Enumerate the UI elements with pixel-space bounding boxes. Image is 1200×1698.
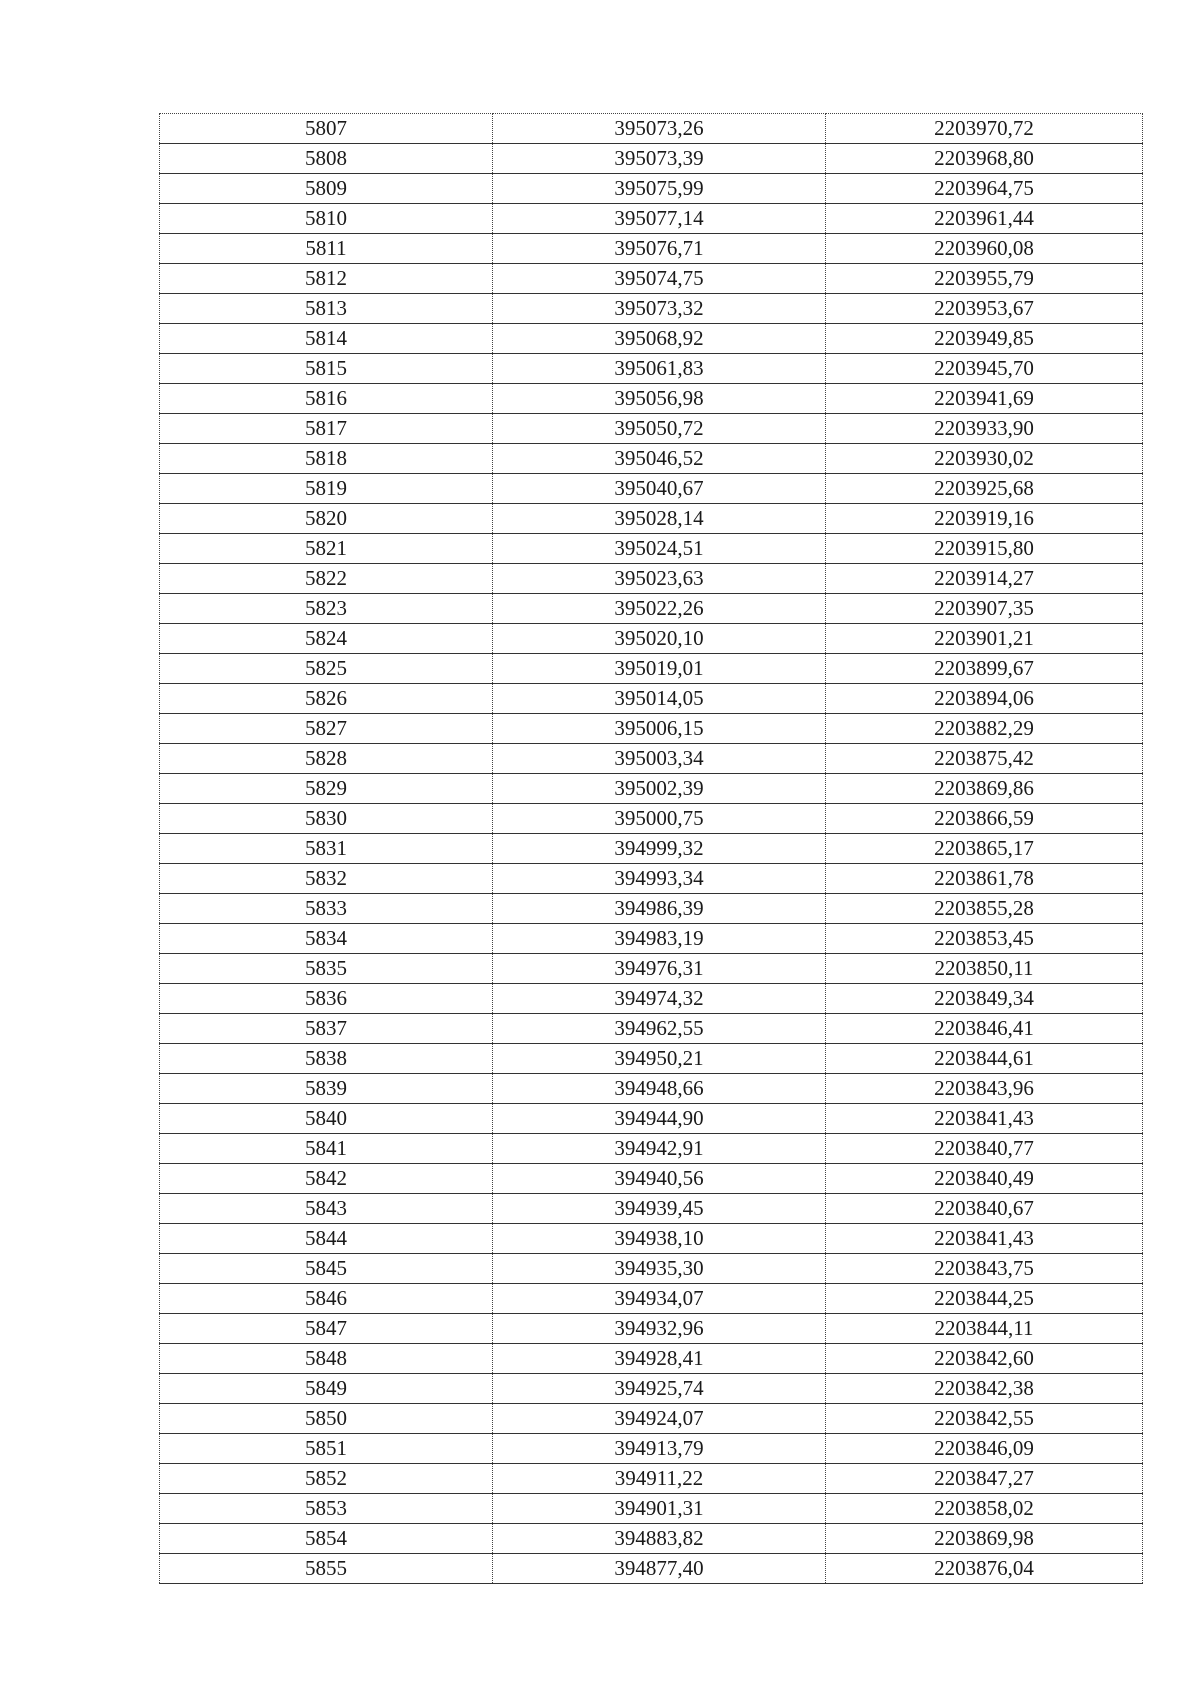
- x-coordinate-cell: 394944,90: [493, 1104, 826, 1134]
- x-coordinate-cell: 395040,67: [493, 474, 826, 504]
- table-row: [160, 1194, 1143, 1224]
- table-row: [160, 834, 1143, 864]
- table-row: [160, 624, 1143, 654]
- x-coordinate-cell: 395075,99: [493, 174, 826, 204]
- x-coordinate-cell: 395022,26: [493, 594, 826, 624]
- x-coordinate-cell: 394932,96: [493, 1314, 826, 1344]
- x-coordinate-cell: 395061,83: [493, 354, 826, 384]
- x-coordinate-cell: 394883,82: [493, 1524, 826, 1554]
- x-coordinate-cell: 394976,31: [493, 954, 826, 984]
- x-coordinate-cell: 395050,72: [493, 414, 826, 444]
- table-row: [160, 804, 1143, 834]
- point-number-cell: 5827: [160, 714, 493, 744]
- table-row: [160, 1134, 1143, 1164]
- table-row: [160, 684, 1143, 714]
- table-row: [160, 474, 1143, 504]
- x-coordinate-cell: 394924,07: [493, 1404, 826, 1434]
- table-row: [160, 1344, 1143, 1374]
- point-number-cell: 5819: [160, 474, 493, 504]
- x-coordinate-cell: 395024,51: [493, 534, 826, 564]
- table-row: [160, 714, 1143, 744]
- point-number-cell: 5817: [160, 414, 493, 444]
- table-row: [160, 594, 1143, 624]
- x-coordinate-cell: 394877,40: [493, 1554, 826, 1584]
- y-coordinate-cell: 2203855,28: [826, 894, 1143, 924]
- y-coordinate-cell: 2203968,80: [826, 144, 1143, 174]
- point-number-cell: 5843: [160, 1194, 493, 1224]
- point-number-cell: 5807: [160, 114, 493, 144]
- x-coordinate-cell: 394983,19: [493, 924, 826, 954]
- y-coordinate-cell: 2203844,61: [826, 1044, 1143, 1074]
- table-row: [160, 534, 1143, 564]
- x-coordinate-cell: 395003,34: [493, 744, 826, 774]
- y-coordinate-cell: 2203844,25: [826, 1284, 1143, 1314]
- point-number-cell: 5818: [160, 444, 493, 474]
- coordinates-table-body: [160, 114, 1143, 1584]
- table-row: [160, 204, 1143, 234]
- point-number-cell: 5854: [160, 1524, 493, 1554]
- y-coordinate-cell: 2203907,35: [826, 594, 1143, 624]
- y-coordinate-cell: 2203846,09: [826, 1434, 1143, 1464]
- x-coordinate-cell: 394934,07: [493, 1284, 826, 1314]
- y-coordinate-cell: 2203865,17: [826, 834, 1143, 864]
- y-coordinate-cell: 2203842,55: [826, 1404, 1143, 1434]
- x-coordinate-cell: 394974,32: [493, 984, 826, 1014]
- x-coordinate-cell: 395073,39: [493, 144, 826, 174]
- x-coordinate-cell: 395046,52: [493, 444, 826, 474]
- x-coordinate-cell: 394925,74: [493, 1374, 826, 1404]
- point-number-cell: 5834: [160, 924, 493, 954]
- point-number-cell: 5842: [160, 1164, 493, 1194]
- point-number-cell: 5811: [160, 234, 493, 264]
- point-number-cell: 5821: [160, 534, 493, 564]
- table-row: [160, 234, 1143, 264]
- point-number-cell: 5823: [160, 594, 493, 624]
- y-coordinate-cell: 2203843,96: [826, 1074, 1143, 1104]
- table-row: [160, 1284, 1143, 1314]
- table-row: [160, 354, 1143, 384]
- y-coordinate-cell: 2203894,06: [826, 684, 1143, 714]
- table-row: [160, 324, 1143, 354]
- table-row: [160, 1254, 1143, 1284]
- table-row: [160, 744, 1143, 774]
- table-row: [160, 954, 1143, 984]
- x-coordinate-cell: 395068,92: [493, 324, 826, 354]
- point-number-cell: 5815: [160, 354, 493, 384]
- y-coordinate-cell: 2203945,70: [826, 354, 1143, 384]
- y-coordinate-cell: 2203849,34: [826, 984, 1143, 1014]
- x-coordinate-cell: 394962,55: [493, 1014, 826, 1044]
- table-row: [160, 864, 1143, 894]
- point-number-cell: 5852: [160, 1464, 493, 1494]
- x-coordinate-cell: 394948,66: [493, 1074, 826, 1104]
- x-coordinate-cell: 395073,26: [493, 114, 826, 144]
- point-number-cell: 5826: [160, 684, 493, 714]
- table-row: [160, 894, 1143, 924]
- point-number-cell: 5808: [160, 144, 493, 174]
- y-coordinate-cell: 2203840,77: [826, 1134, 1143, 1164]
- table-row: [160, 924, 1143, 954]
- point-number-cell: 5850: [160, 1404, 493, 1434]
- table-row: [160, 984, 1143, 1014]
- x-coordinate-cell: 395002,39: [493, 774, 826, 804]
- table-row: [160, 1464, 1143, 1494]
- point-number-cell: 5830: [160, 804, 493, 834]
- table-row: [160, 1014, 1143, 1044]
- coordinates-table: [159, 113, 1143, 1584]
- point-number-cell: 5836: [160, 984, 493, 1014]
- table-row: [160, 444, 1143, 474]
- x-coordinate-cell: 394901,31: [493, 1494, 826, 1524]
- y-coordinate-cell: 2203853,45: [826, 924, 1143, 954]
- x-coordinate-cell: 394939,45: [493, 1194, 826, 1224]
- y-coordinate-cell: 2203858,02: [826, 1494, 1143, 1524]
- x-coordinate-cell: 394935,30: [493, 1254, 826, 1284]
- point-number-cell: 5831: [160, 834, 493, 864]
- point-number-cell: 5809: [160, 174, 493, 204]
- y-coordinate-cell: 2203964,75: [826, 174, 1143, 204]
- point-number-cell: 5846: [160, 1284, 493, 1314]
- point-number-cell: 5847: [160, 1314, 493, 1344]
- table-row: [160, 1104, 1143, 1134]
- x-coordinate-cell: 395056,98: [493, 384, 826, 414]
- point-number-cell: 5822: [160, 564, 493, 594]
- y-coordinate-cell: 2203846,41: [826, 1014, 1143, 1044]
- x-coordinate-cell: 395074,75: [493, 264, 826, 294]
- x-coordinate-cell: 394940,56: [493, 1164, 826, 1194]
- point-number-cell: 5844: [160, 1224, 493, 1254]
- point-number-cell: 5814: [160, 324, 493, 354]
- x-coordinate-cell: 394993,34: [493, 864, 826, 894]
- x-coordinate-cell: 395006,15: [493, 714, 826, 744]
- y-coordinate-cell: 2203841,43: [826, 1104, 1143, 1134]
- y-coordinate-cell: 2203899,67: [826, 654, 1143, 684]
- table-row: [160, 294, 1143, 324]
- point-number-cell: 5853: [160, 1494, 493, 1524]
- point-number-cell: 5848: [160, 1344, 493, 1374]
- y-coordinate-cell: 2203844,11: [826, 1314, 1143, 1344]
- point-number-cell: 5816: [160, 384, 493, 414]
- y-coordinate-cell: 2203866,59: [826, 804, 1143, 834]
- table-row: [160, 414, 1143, 444]
- y-coordinate-cell: 2203869,98: [826, 1524, 1143, 1554]
- table-row: [160, 1404, 1143, 1434]
- x-coordinate-cell: 394911,22: [493, 1464, 826, 1494]
- y-coordinate-cell: 2203842,38: [826, 1374, 1143, 1404]
- table-row: [160, 504, 1143, 534]
- y-coordinate-cell: 2203919,16: [826, 504, 1143, 534]
- y-coordinate-cell: 2203861,78: [826, 864, 1143, 894]
- point-number-cell: 5845: [160, 1254, 493, 1284]
- point-number-cell: 5855: [160, 1554, 493, 1584]
- point-number-cell: 5825: [160, 654, 493, 684]
- point-number-cell: 5849: [160, 1374, 493, 1404]
- x-coordinate-cell: 395076,71: [493, 234, 826, 264]
- y-coordinate-cell: 2203961,44: [826, 204, 1143, 234]
- point-number-cell: 5832: [160, 864, 493, 894]
- y-coordinate-cell: 2203840,67: [826, 1194, 1143, 1224]
- y-coordinate-cell: 2203949,85: [826, 324, 1143, 354]
- x-coordinate-cell: 394950,21: [493, 1044, 826, 1074]
- table-row: [160, 774, 1143, 804]
- x-coordinate-cell: 394942,91: [493, 1134, 826, 1164]
- table-row: [160, 144, 1143, 174]
- x-coordinate-cell: 394913,79: [493, 1434, 826, 1464]
- y-coordinate-cell: 2203933,90: [826, 414, 1143, 444]
- table-row: [160, 1494, 1143, 1524]
- point-number-cell: 5810: [160, 204, 493, 234]
- y-coordinate-cell: 2203841,43: [826, 1224, 1143, 1254]
- point-number-cell: 5828: [160, 744, 493, 774]
- y-coordinate-cell: 2203847,27: [826, 1464, 1143, 1494]
- y-coordinate-cell: 2203842,60: [826, 1344, 1143, 1374]
- point-number-cell: 5841: [160, 1134, 493, 1164]
- table-row: [160, 1374, 1143, 1404]
- y-coordinate-cell: 2203960,08: [826, 234, 1143, 264]
- x-coordinate-cell: 395019,01: [493, 654, 826, 684]
- x-coordinate-cell: 395077,14: [493, 204, 826, 234]
- table-row: [160, 564, 1143, 594]
- y-coordinate-cell: 2203901,21: [826, 624, 1143, 654]
- y-coordinate-cell: 2203876,04: [826, 1554, 1143, 1584]
- x-coordinate-cell: 395028,14: [493, 504, 826, 534]
- point-number-cell: 5839: [160, 1074, 493, 1104]
- table-row: [160, 174, 1143, 204]
- x-coordinate-cell: 395000,75: [493, 804, 826, 834]
- y-coordinate-cell: 2203875,42: [826, 744, 1143, 774]
- y-coordinate-cell: 2203915,80: [826, 534, 1143, 564]
- y-coordinate-cell: 2203955,79: [826, 264, 1143, 294]
- table-row: [160, 1224, 1143, 1254]
- table-row: [160, 264, 1143, 294]
- point-number-cell: 5812: [160, 264, 493, 294]
- point-number-cell: 5813: [160, 294, 493, 324]
- table-row: [160, 1554, 1143, 1584]
- table-row: [160, 1074, 1143, 1104]
- y-coordinate-cell: 2203843,75: [826, 1254, 1143, 1284]
- y-coordinate-cell: 2203941,69: [826, 384, 1143, 414]
- x-coordinate-cell: 394928,41: [493, 1344, 826, 1374]
- table-row: [160, 1524, 1143, 1554]
- table-row: [160, 114, 1143, 144]
- point-number-cell: 5829: [160, 774, 493, 804]
- table-row: [160, 1044, 1143, 1074]
- x-coordinate-cell: 394986,39: [493, 894, 826, 924]
- table-row: [160, 1434, 1143, 1464]
- x-coordinate-cell: 394938,10: [493, 1224, 826, 1254]
- y-coordinate-cell: 2203970,72: [826, 114, 1143, 144]
- point-number-cell: 5833: [160, 894, 493, 924]
- y-coordinate-cell: 2203953,67: [826, 294, 1143, 324]
- point-number-cell: 5837: [160, 1014, 493, 1044]
- point-number-cell: 5820: [160, 504, 493, 534]
- point-number-cell: 5838: [160, 1044, 493, 1074]
- table-row: [160, 1164, 1143, 1194]
- y-coordinate-cell: 2203850,11: [826, 954, 1143, 984]
- x-coordinate-cell: 395020,10: [493, 624, 826, 654]
- y-coordinate-cell: 2203914,27: [826, 564, 1143, 594]
- point-number-cell: 5824: [160, 624, 493, 654]
- y-coordinate-cell: 2203840,49: [826, 1164, 1143, 1194]
- table-row: [160, 1314, 1143, 1344]
- y-coordinate-cell: 2203869,86: [826, 774, 1143, 804]
- y-coordinate-cell: 2203882,29: [826, 714, 1143, 744]
- x-coordinate-cell: 395023,63: [493, 564, 826, 594]
- x-coordinate-cell: 395073,32: [493, 294, 826, 324]
- x-coordinate-cell: 394999,32: [493, 834, 826, 864]
- y-coordinate-cell: 2203925,68: [826, 474, 1143, 504]
- x-coordinate-cell: 395014,05: [493, 684, 826, 714]
- y-coordinate-cell: 2203930,02: [826, 444, 1143, 474]
- point-number-cell: 5835: [160, 954, 493, 984]
- table-row: [160, 384, 1143, 414]
- table-row: [160, 654, 1143, 684]
- point-number-cell: 5840: [160, 1104, 493, 1134]
- point-number-cell: 5851: [160, 1434, 493, 1464]
